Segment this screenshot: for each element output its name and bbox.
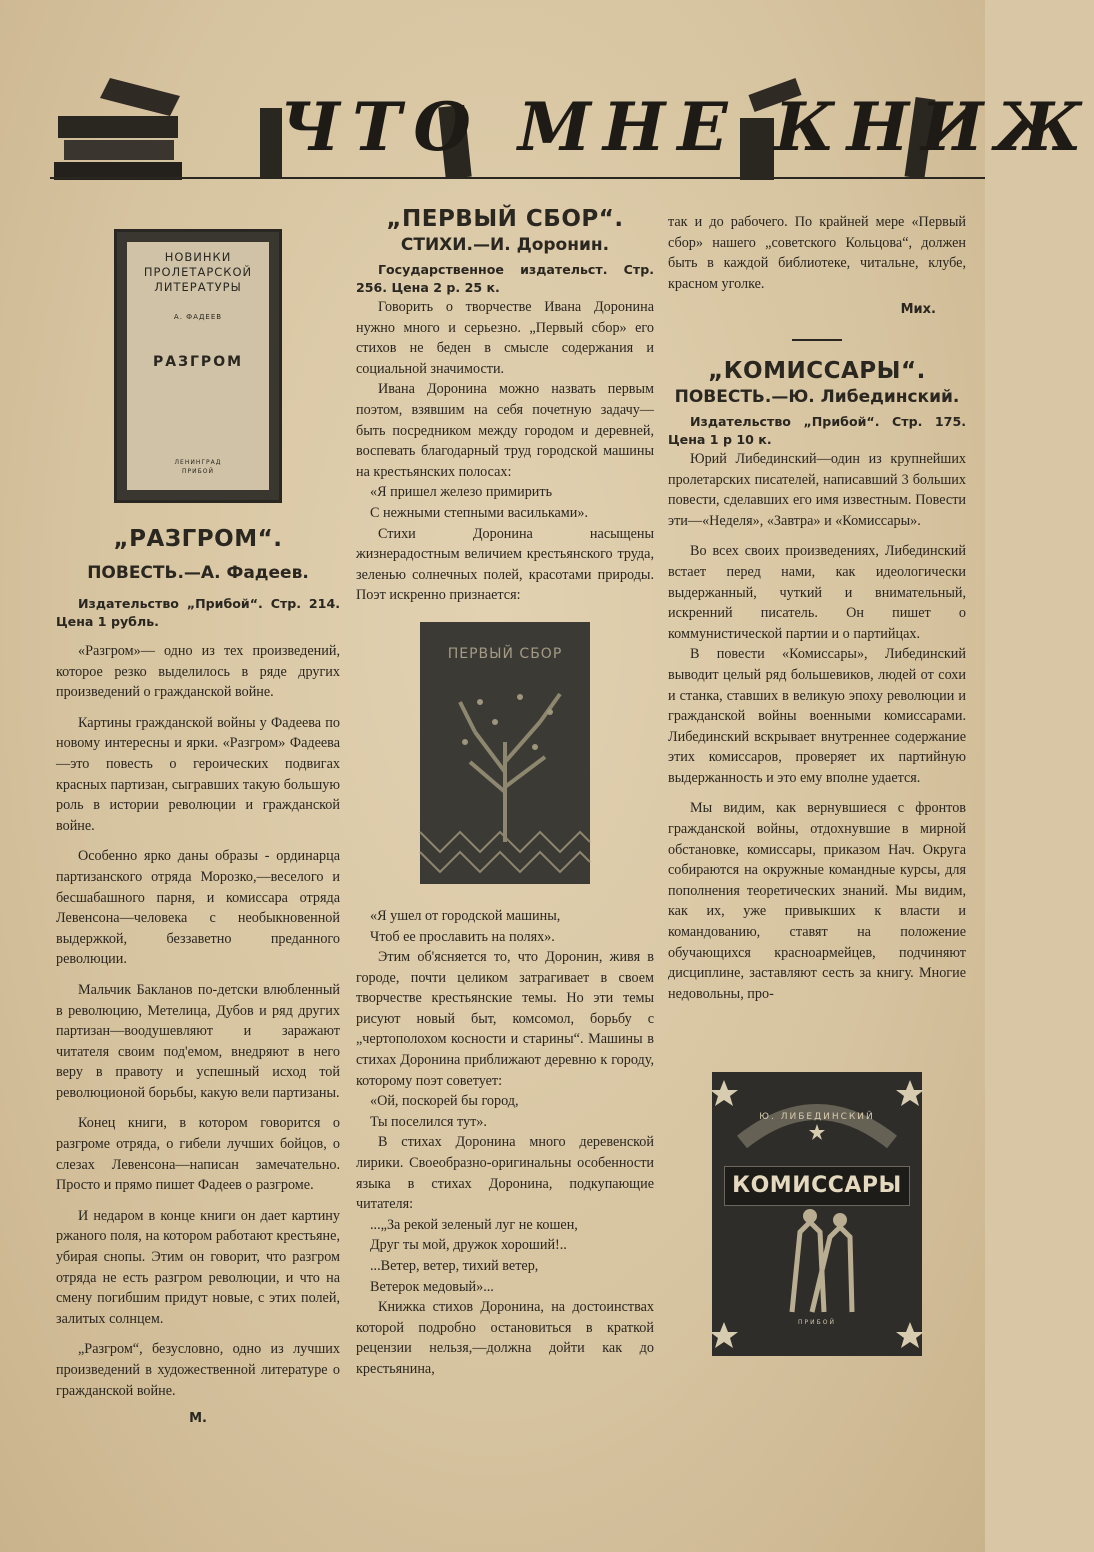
paragraph: Картины гражданской войны у Фадеева по новому интересны и ярки. «Разгром» Фадеева—это повесть о героических подвигах красных партизан, сыгравших такую большую роль в истории революции и гражданской войне.: [56, 714, 340, 834]
paragraph: Особенно ярко даны образы - ординарца партизанского отряда Морозко,—веселого и бесшабашного парня, и комиссара отряда Левенсона—человека с необыкновенной выдержкой, беззаветно преданного революции.: [56, 848, 340, 968]
cover-author: А. ФАДЕЕВ: [173, 313, 223, 321]
signature: Мих.: [900, 302, 936, 318]
paragraph: Этим об'ясняется то, что Доронин, живя в городе, почти целиком затрагивает в своем творчестве крестьянские темы. Но эти темы рисуют новый быт, комсомол, борьбу с „чертополохом косности и старины“. Машины в стихах Доронина приближают деревню к городу, которому поэт советует:: [356, 949, 654, 1089]
pervyi-sbor-subtitle: СТИХИ.—И. Доронин.: [400, 235, 610, 255]
verse-line: «Я пришел железо примирить: [370, 484, 553, 501]
masthead-title: ЧТО МНЕ КНИЖ: [280, 88, 1094, 166]
cover-publisher: ПРИБОЙ: [798, 1319, 836, 1326]
razgrom-subtitle: ПОВЕСТЬ.—А. Фадеев.: [87, 563, 309, 583]
pervyi-sbor-book-cover: [420, 622, 590, 884]
paragraph: Конец книги, в котором говорится о разгроме отряда, о гибели лучших бойцов, о слезах Левенсона—написан замечательно. Просто и прямо пишет Фадеев о разгроме.: [56, 1115, 340, 1194]
razgrom-title: „РАЗГРОМ“.: [113, 526, 283, 552]
verse-line: «Ой, поскорей бы город,: [370, 1093, 519, 1110]
verse-line: Ветерок медовый»...: [370, 1278, 494, 1295]
paragraph: Книжка стихов Доронина, на достоинствах которой подробно остановиться в краткой рецензии нельзя,—должна дойти как до крестьянина,: [356, 1299, 654, 1377]
verse-line: Ты поселился тут».: [370, 1113, 487, 1130]
divider: [792, 339, 842, 341]
komissary-title: „КОМИССАРЫ“.: [708, 357, 926, 384]
razgrom-book-cover: [114, 229, 282, 503]
paragraph: В повести «Комиссары», Либединский выводит целый ряд большевиков, людей от сохи и станка, ставших в великую эпоху революции и гражданской войны военными комиссарами. Либединский вскрывает внутреннее содержание этих комиссаров, проверяет их партийную выдержанность и это ему вполне удается.: [668, 646, 966, 786]
cover-title: КОМИССАРЫ: [724, 1166, 910, 1206]
cover-author: Ю. ЛИБЕДИНСКИЙ: [759, 1112, 875, 1122]
paragraph: так и до рабочего. По крайней мере «Первый сбор» нашего „советского Кольцова“, должен быть в каждой библиотеке, читальне, клубе, красном уголке.: [668, 214, 966, 292]
verse-line: ...Ветер, ветер, тихий ветер,: [370, 1258, 539, 1274]
komissary-publisher-info: Издательство „Прибой“. Стр. 175. Цена 1 р 10 к.: [668, 413, 966, 447]
paragraph: Стихи Доронина насыщены жизнерадостным величием крестьянского труда, зеленью солнечных полей, красотами природы. Поэт искренно признается:: [356, 525, 654, 604]
cover-title: РАЗГРОМ: [152, 353, 244, 370]
verse-line: Друг ты мой, дружок хороший!..: [370, 1237, 567, 1254]
paragraph: Мальчик Бакланов по-детски влюбленный в революцию, Метелица, Дубов и ряд других партизан—воодушевляют и заражают читателя своим под'емом, внедряют в него веру в правоту и успешный исход той революционой борьбы, какую вели партизаны.: [56, 981, 340, 1101]
paragraph: Мы видим, как вернувшиеся с фронтов гражданской войны, отдохнувшие в мирной обстановке, комиссары, приказом Нач. Округа собираются на окружные командные курсы, для пополнения теоретических знаний. Мы видим, как их, уже привыкших к власти и командованию, ставят на положение обучающихся красноармейцев, подчиняют дисциплине, заставляют сесть за книгу. Многие недовольны, про-: [668, 800, 966, 1002]
masthead: [50, 68, 1094, 190]
paragraph: В стихах Доронина много деревенской лирики. Своеобразно-оригинальны особенности языка в стихах Доронина, подкупающие читателя:: [356, 1134, 654, 1213]
cover-city: ЛЕНИНГРАД: [174, 459, 222, 467]
verse-line: Чтоб ее прославить на полях».: [370, 928, 555, 945]
signature: М.: [189, 1411, 207, 1427]
column-razgrom: [56, 205, 340, 1430]
pervyi-sbor-title: „ПЕРВЫЙ СБОР“.: [386, 206, 624, 232]
paragraph: Во всех своих произведениях, Либединский встает перед нами, как идеологически выдержанный, чуткий и внимательный, искренний писатель. Он пишет о коммунистической партии и о партийцах.: [668, 543, 966, 642]
pervyi-sbor-publisher-info: Государственное издательст. Стр. 256. Цена 2 р. 25 к.: [356, 262, 654, 295]
verse-line: С нежными степными васильками».: [370, 504, 589, 521]
paragraph: „Разгром“, безусловно, одно из лучших произведений в художественной литературе о гражданской войне.: [56, 1341, 340, 1399]
cover-title: ПЕРВЫЙ СБОР: [447, 645, 563, 662]
paragraph: Говорить о творчестве Ивана Доронина нужно много и серьезно. „Первый сбор» его стихов не беден в смысле содержания и социальной значимости.: [356, 299, 654, 377]
komissary-book-cover: [712, 1072, 922, 1356]
paragraph: Юрий Либединский—один из крупнейших пролетарских писателей, написавший 3 больших повести, сделавших его имя известным. Повести эти—«Неделя», «Завтра» и «Комиссары».: [668, 450, 966, 529]
column-pervyi-sbor: [356, 205, 654, 1380]
paragraph: И недаром в конце книги он дает картину ржаного поля, на котором работают крестьяне, убирая снопы. Этим он говорит, что разгром отряда не есть разгром революции, и что на смену погибшим придут новые, с этих полей, залитых солнцем.: [56, 1207, 340, 1327]
cover-publisher: ПРИБОЙ: [182, 468, 214, 476]
column-komissary: [668, 212, 966, 1004]
paragraph: Ивана Доронина можно назвать первым поэтом, взявшим на себя почетную задачу—быть посредником между городом и деревней, воспевать благодарный труд городской машины на крестьянских полосах:: [356, 381, 654, 480]
komissary-subtitle: ПОВЕСТЬ.—Ю. Либединский.: [674, 386, 960, 407]
verse-line: «Я ушел от городской машины,: [370, 907, 561, 924]
paragraph: «Разгром»— одно из тех произведений, которое резко выделилось в ряде других произведений о гражданской войне.: [56, 643, 340, 701]
razgrom-publisher-info: Издательство „Прибой“. Стр. 214. Цена 1 рубль.: [56, 596, 340, 629]
verse-line: ...„За рекой зеленый луг не кошен,: [370, 1216, 578, 1233]
cover-series: НОВИНКИ ПРОЛЕТАРСКОЙ ЛИТЕРАТУРЫ: [143, 250, 253, 294]
